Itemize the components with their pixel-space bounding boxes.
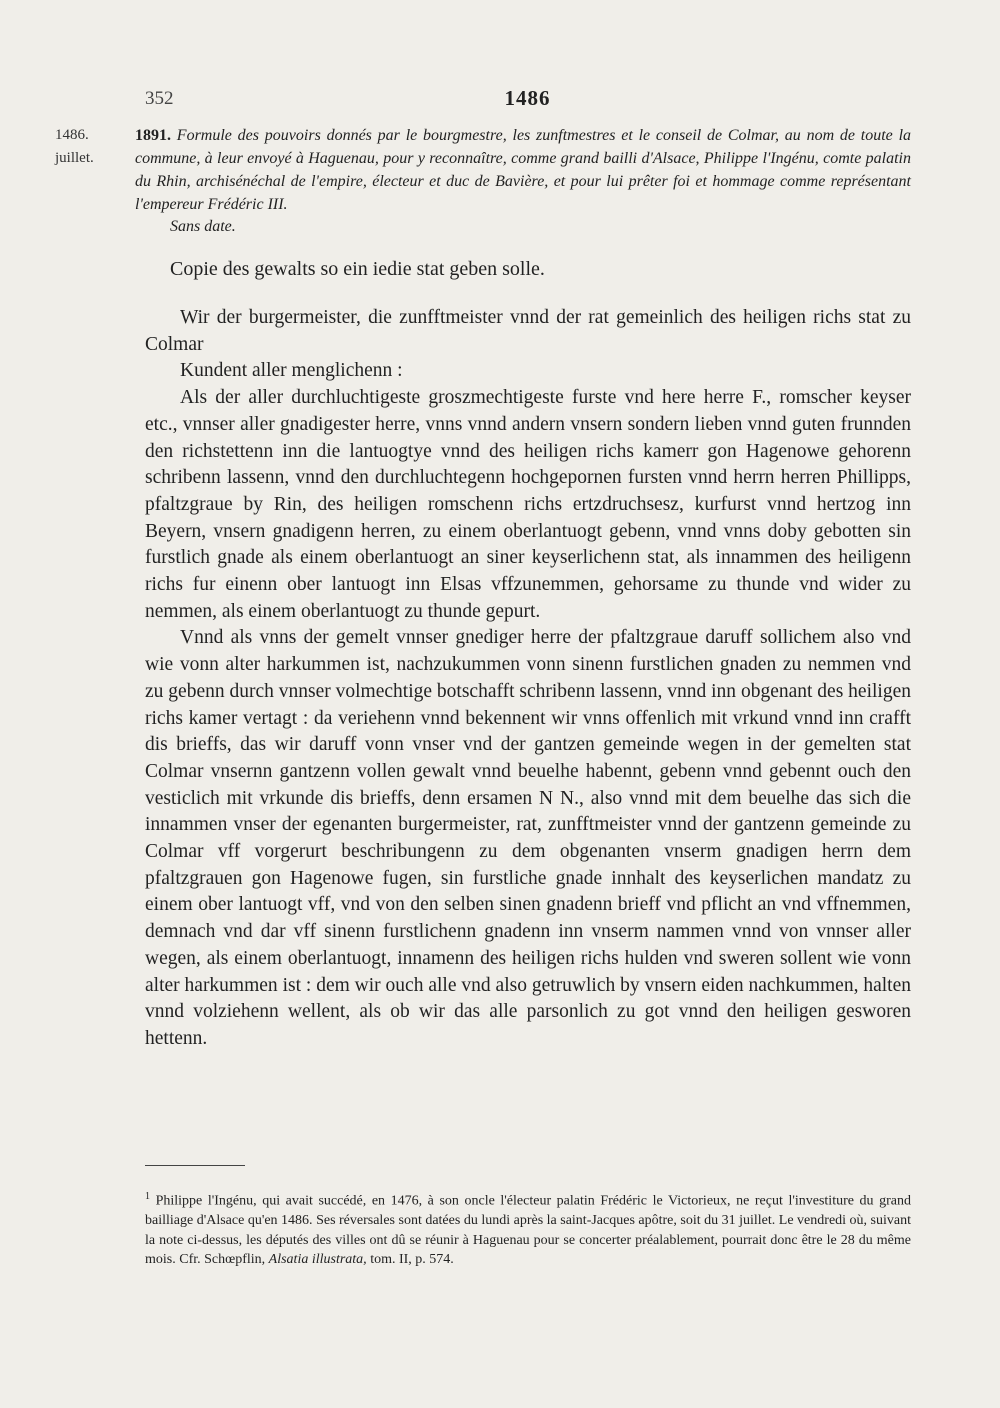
document-body	[145, 305, 911, 1053]
running-year: 1486	[504, 86, 551, 110]
footnote-rule	[145, 1165, 245, 1166]
footnote-mark: 1	[145, 1191, 150, 1202]
entry-summary	[135, 124, 911, 216]
footnote-citation-title: Alsatia illustrata,	[268, 1252, 367, 1268]
document-title: Copie des gewalts so ein iedie stat geben solle.	[170, 258, 545, 280]
body-paragraph: Vnnd als vnns der gemelt vnnser gnediger herre der pfaltzgraue daruff sollichem also vnd wie vonn alter harkummen ist, nachzukummen vonn sinenn furstlichen gnaden zu nemmen vnd zu gebenn durch vnnser volmechtige botschafft schribenn lassenn, vnnd inn obgenant des heiligen richs kamer vertagt : da veriehenn vnnd bekennent wir vnns offenlich mit vrkund vnnd inn crafft dis brieffs, das wir daruff vonn vnser vnd der gantzen gemeinde wegen in der gemelten stat Colmar vnsernn gantzenn vollen gewalt vnnd beuelhe habennt, gebenn vnnd gebennt ouch den vesticlich mit vrkunde dis brieffs, denn ersamen N N., also vnnd mit dem beuelhe das sich die innammen vnser der egenanten burgermeister, rat, zunfftmeister vnnd der gantzenn gemeinde zu Colmar vff vorgerurt beschribungenn zu dem obgenanten vnserm gnadigen herrn dem pfaltzgrauen gon Hagenowe fugen, sin furstliche gnade innhalt des keyserlichen mandatz zu einem ober lantuogt vff, vnd von den selben sinen gnadenn brieff vnd pflicht an vnd vffnemmen, demnach vnd dar vff sinenn furstlichenn gnadenn inn vnserm nammen vnnd von vnnser aller wegen, als einem oberlantuogt, innamenn des heiligen richs hulden vnd sweren sollent wie vonn alter harkummen ist : dem wir ouch alle vnd also getruwlich by vnsern eiden nachkummen, halten vnnd volziehenn wellent, als ob wir das alle parsonlich zu got vnnd den heiligen gesworen hettenn.	[145, 627, 911, 1049]
summary-text: Formule des pouvoirs donnés par le bourgmestre, les zunftmestres et le conseil de Colmar, au nom de toute la commune, à leur envoyé à Haguenau, pour y reconnaître, comme grand bailli d'Alsace, Philippe l'Ingénu, comte palatin du Rhin, archisénéchal de l'empire, électeur et duc de Bavière, et pour lui prêter foi et hommage comme représentant l'empereur Frédéric III.	[135, 127, 912, 213]
margin-year: 1486.	[55, 127, 89, 143]
body-paragraph: Kundent aller menglichenn :	[180, 360, 403, 382]
margin-month: juillet.	[55, 150, 94, 166]
entry-number: 1891.	[135, 127, 171, 144]
sans-date: Sans date.	[170, 218, 236, 235]
page-number: 352	[145, 88, 174, 109]
footnote-text: Philippe l'Ingénu, qui avait succédé, en 1476, à son oncle l'électeur palatin Frédéric le Victorieux, ne reçut l'investiture du grand bailliage d'Alsace qu'en 1486. Ses réversales sont datées du lundi après la saint-Jacques apôtre, soit du 31 juillet. Le vendredi où, suivant la note ci-dessus, les députés des villes ont dû se réunir à Haguenau pour se concerter préalablement, pourrait donc être le 28 du même mois. Cfr. Schœpflin,	[145, 1193, 911, 1268]
footnote	[145, 1187, 911, 1270]
running-head	[145, 88, 910, 112]
footnote-citation-ref: tom. II, p. 574.	[370, 1252, 454, 1268]
margin-date	[55, 124, 135, 170]
body-paragraph: Wir der burgermeister, die zunfftmeister vnnd der rat gemeinlich des heiligen richs stat zu Colmar	[145, 307, 911, 355]
body-paragraph: Als der aller durchluchtigeste groszmechtigeste furste vnd here herre F., romscher keyser etc., vnnser aller gnadigester herre, vnns vnnd andern vnsern sondern lieben vnnd guten frunnden den richstettenn inn die lantuogtye vnnd des heiligen richs kamerr gon Hagenowe gehorenn schribenn lassenn, vnnd den durchluchtegenn hochgepornen fursten vnnd herrn herren Phillipps, pfaltzgraue by Rin, des heiligen romschenn richs ertzdruchsesz, kurfurst vnnd hertzog inn Beyern, vnsern gnadigenn herren, zu einem oberlantuogt gebenn, vnnd vnns doby gebotten sin furstlich gnade als einem oberlantuogt an siner keyserlichenn stat, als innammen des heiligenn richs fur einenn ober lantuogt inn Elsas vffzunemmen, gehorsame zu thunde vnd wider zu nemmen, als einem oberlantuogt zu thunde gepurt.	[145, 387, 911, 622]
